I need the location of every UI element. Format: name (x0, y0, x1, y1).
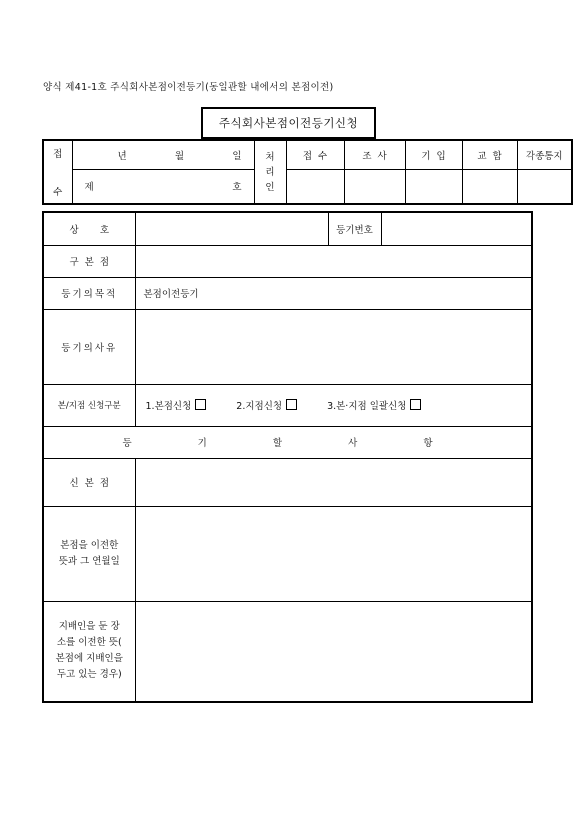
receipt-label-cell (43, 140, 72, 204)
col-collation: 교 합 (462, 140, 517, 169)
checkbox-branch[interactable] (286, 399, 297, 410)
number-suffix: 호 (232, 182, 242, 194)
items-header-text: 등 기 할 사 항 (122, 438, 453, 449)
form-id: 양식 제41-1호 주식회사본점이전등기(동일관할 내에서의 본점이전) (43, 82, 334, 93)
branch-move-label-line4: 두고 있는 경우) (56, 669, 122, 681)
process-char-3: 인 (265, 181, 275, 193)
registration-no-field[interactable] (381, 212, 532, 245)
move-date-field[interactable] (135, 506, 532, 601)
day-char: 일 (232, 150, 242, 162)
receipt-label-bottom: 수 (53, 187, 63, 198)
entry-stamp[interactable] (405, 169, 462, 204)
apply-type-options (135, 384, 532, 426)
col-notices: 각종통지 (517, 140, 572, 169)
checkbox-head-office[interactable] (195, 399, 206, 410)
receipt-stamp[interactable] (286, 169, 344, 204)
option-branch-label: 2.지점신청 (236, 401, 283, 412)
company-name-label (43, 212, 135, 245)
purpose-value: 본점이전등기 (135, 277, 532, 309)
receipt-table (42, 139, 573, 205)
collation-stamp[interactable] (462, 169, 517, 204)
old-head-office-field[interactable] (135, 245, 532, 277)
process-char-1: 처 (265, 151, 275, 163)
receipt-date[interactable] (72, 140, 254, 169)
apply-type-label: 본/지점 신청구분 (43, 384, 135, 426)
col-receipt: 접 수 (286, 140, 344, 169)
branch-move-label-line2: 소를 이전한 뜻( (56, 637, 122, 649)
branch-move-label (43, 601, 135, 702)
company-name-field[interactable] (135, 212, 328, 245)
division-label: 구 본 점 (43, 245, 135, 277)
cause-label: 등기의사유 (43, 309, 135, 384)
option-both[interactable] (327, 398, 421, 412)
process-char-2: 리 (265, 166, 275, 178)
review-stamp[interactable] (344, 169, 405, 204)
receipt-number[interactable] (72, 169, 254, 204)
registration-no-label: 등기번호 (328, 212, 381, 245)
year-char: 년 (117, 150, 127, 162)
checkbox-both[interactable] (410, 399, 421, 410)
move-date-label-line1: 본점을 이전한 (60, 539, 119, 551)
branch-move-label-line3: 본점에 지배인을 (55, 653, 123, 665)
move-date-label-line2: 뜻과 그 연월일 (58, 555, 120, 567)
new-head-office-label: 신 본 점 (43, 458, 135, 506)
option-head-office[interactable] (146, 398, 207, 412)
items-header (43, 426, 532, 458)
process-seal-label (254, 140, 286, 204)
number-prefix: 제 (84, 182, 94, 194)
option-head-office-label: 1.본점신청 (145, 401, 192, 412)
option-branch[interactable] (236, 398, 297, 412)
move-date-label (43, 506, 135, 601)
col-review: 조 사 (344, 140, 405, 169)
cause-field[interactable] (135, 309, 532, 384)
branch-move-label-line1: 지배인을 둔 장 (58, 621, 120, 633)
branch-move-field[interactable] (135, 601, 532, 702)
purpose-label: 등기의목적 (43, 277, 135, 309)
option-both-label: 3.본·지점 일괄신청 (327, 401, 407, 412)
receipt-label-top: 접 (53, 149, 63, 160)
notices-stamp[interactable] (517, 169, 572, 204)
month-char: 월 (174, 150, 185, 162)
col-entry: 기 입 (405, 140, 462, 169)
main-form-table (42, 211, 533, 703)
form-title: 주식회사본점이전등기신청 (201, 107, 376, 139)
new-head-office-field[interactable] (135, 458, 532, 506)
company-name-label-text: 상 호 (69, 224, 109, 236)
